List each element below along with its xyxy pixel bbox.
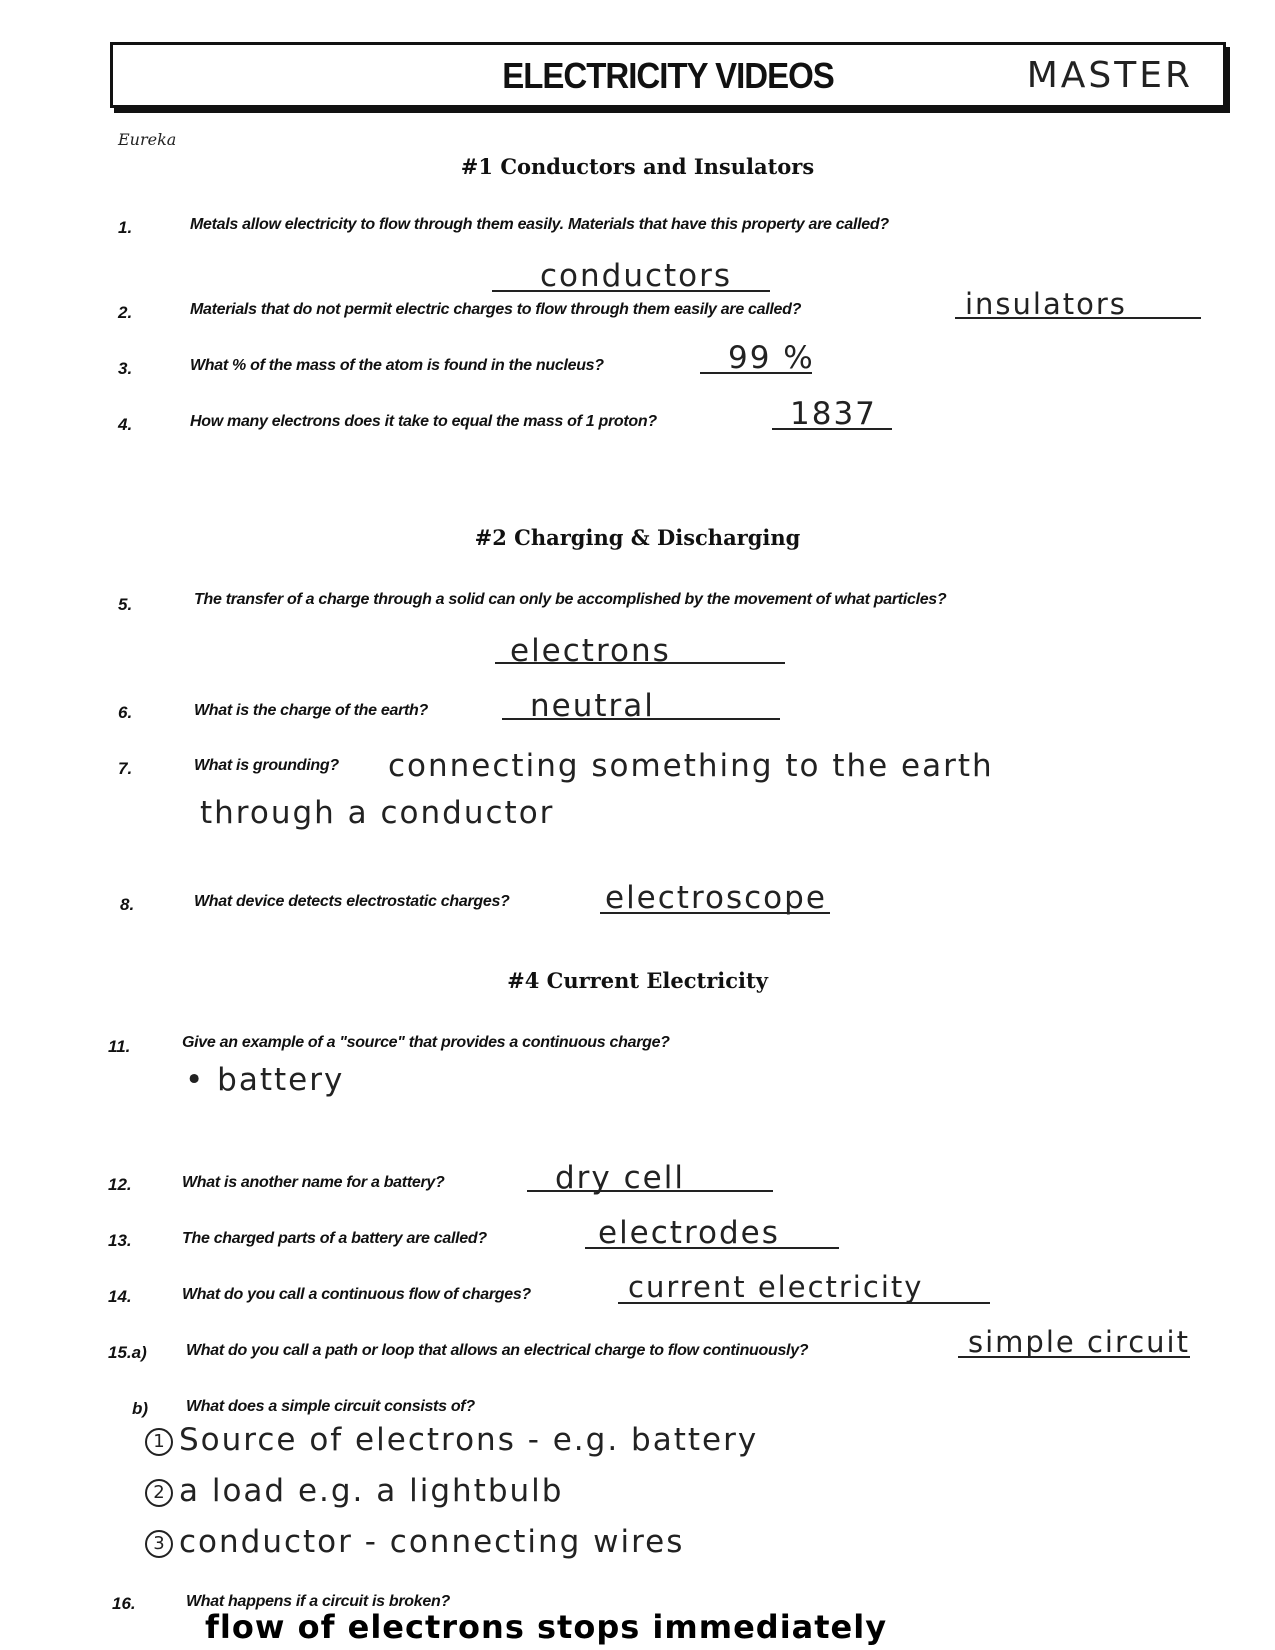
answer-line — [700, 372, 812, 374]
question-number: 3. — [118, 359, 133, 378]
answer-text-line2: through a conductor — [200, 795, 555, 831]
answer-text: 99 % — [728, 340, 815, 376]
question-number: 15.a) — [108, 1343, 147, 1362]
question-number: 13. — [108, 1231, 132, 1250]
question-number: 4. — [118, 415, 133, 434]
question-number: 14. — [108, 1287, 132, 1306]
question-text: The charged parts of a battery are called? — [182, 1230, 487, 1247]
answer-line — [600, 912, 830, 914]
question-number: 5. — [118, 595, 133, 614]
list-item-text: conductor - connecting wires — [179, 1524, 685, 1560]
number-marker: 2 — [145, 1479, 173, 1507]
list-item — [145, 1524, 684, 1560]
list-item — [145, 1473, 563, 1509]
answer-text: electrodes — [598, 1215, 780, 1251]
question-number: 12. — [108, 1175, 132, 1194]
question-text: What is grounding? — [194, 757, 339, 774]
question-text: What does a simple circuit consists of? — [186, 1398, 475, 1415]
answer-text: neutral — [530, 688, 655, 724]
question-number: 11. — [108, 1037, 131, 1056]
question-text: What do you call a continuous flow of charges? — [182, 1286, 531, 1303]
answer-text: electrons — [510, 633, 671, 669]
answer-line — [955, 317, 1201, 319]
question-text: How many electrons does it take to equal the mass of 1 proton? — [190, 413, 657, 430]
question-number: 2. — [118, 303, 133, 322]
section-heading-conductors: #1 Conductors and Insulators — [460, 154, 815, 179]
answer-text: conductors — [540, 258, 733, 294]
answer-text-line1: connecting something to the earth — [388, 748, 994, 784]
answer-text: • battery — [185, 1062, 345, 1098]
question-text: Metals allow electricity to flow through them easily. Materials that have this property are called? — [190, 216, 889, 233]
answer-line — [585, 1247, 839, 1249]
question-text: The transfer of a charge through a solid can only be accomplished by the movement of what particles? — [194, 591, 947, 608]
question-text: What is the charge of the earth? — [194, 702, 428, 719]
title-box — [110, 42, 1226, 108]
question-text: Give an example of a "source" that provides a continuous charge? — [182, 1034, 670, 1051]
question-text: What happens if a circuit is broken? — [186, 1593, 450, 1610]
answer-text: current electricity — [628, 1270, 924, 1304]
number-marker: 3 — [145, 1530, 173, 1558]
question-number: 6. — [118, 703, 133, 722]
question-number: 7. — [118, 759, 133, 778]
answer-line — [527, 1190, 773, 1192]
answer-text: dry cell — [555, 1160, 685, 1196]
question-text: What device detects electrostatic charges? — [194, 893, 510, 910]
list-item-text: a load e.g. a lightbulb — [179, 1473, 564, 1509]
section-heading-current: #4 Current Electricity — [507, 968, 768, 993]
question-number: 16. — [112, 1594, 136, 1613]
list-item — [145, 1422, 758, 1458]
question-text: What is another name for a battery? — [182, 1174, 445, 1191]
answer-text: electroscope — [605, 880, 827, 916]
answer-line — [772, 428, 892, 430]
list-item-text: Source of electrons - e.g. battery — [179, 1422, 759, 1458]
number-marker: 1 — [145, 1428, 173, 1456]
question-text: What % of the mass of the atom is found in the nucleus? — [190, 357, 604, 374]
question-number: 8. — [120, 895, 135, 914]
answer-line — [618, 1302, 990, 1304]
page-title: ELECTRICITY VIDEOS — [502, 55, 834, 96]
answer-line — [492, 290, 770, 292]
eureka-note: Eureka — [118, 130, 177, 149]
question-text: What do you call a path or loop that allows an electrical charge to flow continuously? — [186, 1342, 809, 1359]
question-number: b) — [132, 1399, 149, 1418]
answer-line — [958, 1356, 1190, 1358]
question-text: Materials that do not permit electric charges to flow through them easily are called? — [190, 301, 802, 318]
answer-text: simple circuit — [968, 1325, 1190, 1359]
question-number: 1. — [118, 218, 133, 237]
answer-text: insulators — [965, 287, 1127, 321]
answer-text: flow of electrons stops immediately — [205, 1608, 888, 1646]
answer-text: 1837 — [790, 396, 877, 432]
section-heading-charging: #2 Charging & Discharging — [474, 525, 801, 550]
answer-line — [495, 662, 785, 664]
master-label: MASTER — [1026, 55, 1193, 96]
answer-line — [502, 718, 780, 720]
